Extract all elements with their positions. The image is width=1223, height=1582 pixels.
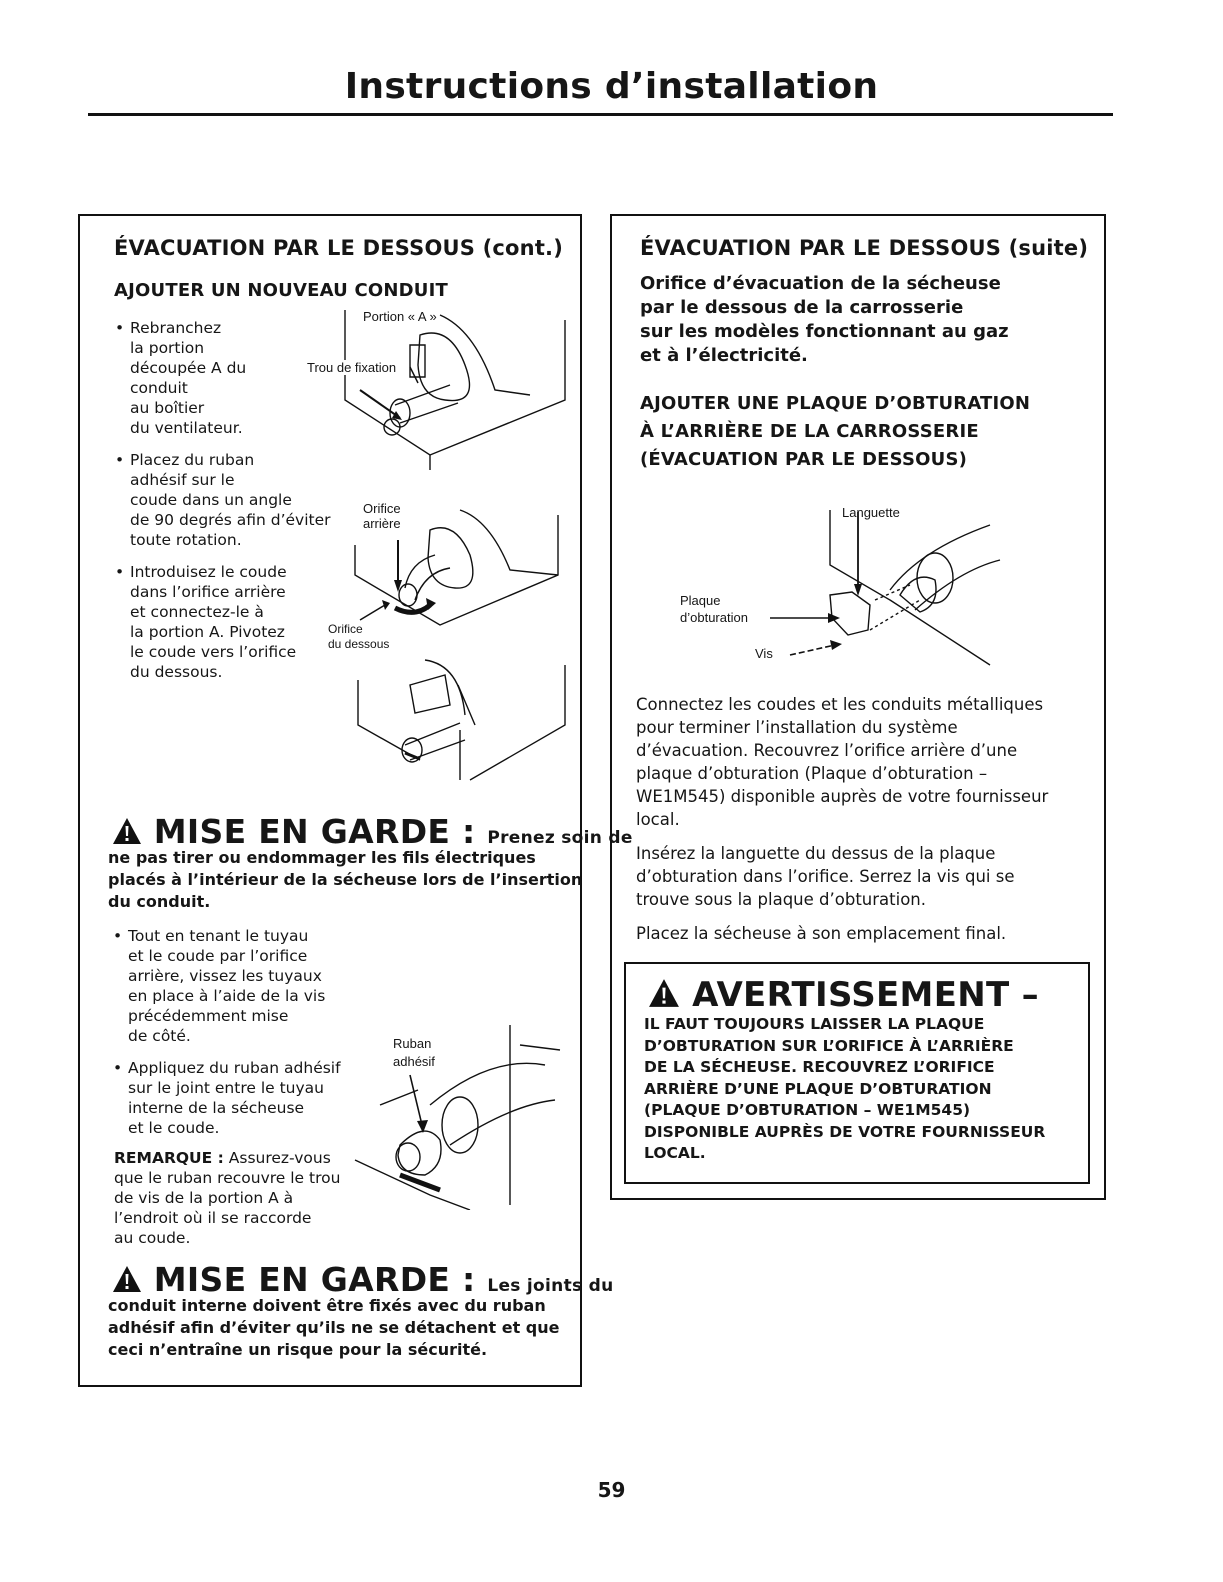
list-line: dans l’orifice arrière	[130, 583, 286, 601]
caution-line: du conduit.	[108, 892, 211, 911]
list-line: et connectez-le à	[130, 603, 264, 621]
elbow-screw-illustration	[350, 655, 575, 785]
figure-label	[363, 501, 401, 531]
caution-heading	[112, 812, 633, 851]
remarque-line: au coude.	[114, 1229, 191, 1247]
bullet-icon: •	[115, 319, 125, 337]
right-paragraph	[636, 842, 1014, 911]
list-line: le coude vers l’orifice	[130, 643, 297, 661]
right-bold-intro	[640, 272, 1009, 368]
intro-line: par le dessous de la carrosserie	[640, 297, 964, 318]
figure-label	[328, 622, 389, 652]
warning-text	[644, 1014, 1045, 1165]
caution-line: ceci n’entraîne un risque pour la sécurité.	[108, 1340, 488, 1359]
right-subheading	[640, 390, 1030, 474]
figure-label-line: Orifice	[328, 622, 363, 636]
list-line: la portion	[130, 339, 205, 357]
figure-label-line: arrière	[363, 516, 401, 531]
list-line: Placez du ruban	[130, 451, 255, 469]
list-item	[113, 926, 326, 1046]
remarque-line: l’endroit où il se raccorde	[114, 1209, 312, 1227]
caution-text	[108, 847, 582, 913]
list-line: coude dans un angle	[130, 491, 292, 509]
list-line: Tout en tenant le tuyau	[128, 927, 309, 945]
list-line: conduit	[130, 379, 188, 397]
remarque-note	[114, 1148, 340, 1248]
list-line: sur le joint entre le tuyau	[128, 1079, 324, 1097]
list-line: adhésif sur le	[130, 471, 235, 489]
subheading-line: (ÉVACUATION PAR LE DESSOUS)	[640, 449, 968, 470]
list-line: toute rotation.	[130, 531, 242, 549]
list-line: Introduisez le coude	[130, 563, 287, 581]
bullet-icon: •	[113, 927, 123, 945]
paragraph-line: pour terminer l’installation du système	[636, 718, 958, 737]
paragraph-line: Insérez la languette du dessus de la plaque	[636, 844, 996, 863]
caution-tail: Prenez soin de	[487, 828, 633, 848]
list-line: du dessous.	[130, 663, 223, 681]
subheading-line: AJOUTER UNE PLAQUE D’OBTURATION	[640, 393, 1031, 414]
list-line: interne de la sécheuse	[128, 1099, 305, 1117]
figure-label: Languette	[842, 505, 900, 520]
caution-tail: Les joints du	[487, 1276, 614, 1296]
caution-text	[108, 1295, 560, 1361]
figure-label: Trou de fixation	[307, 360, 397, 375]
figure-label-line: Ruban	[393, 1036, 432, 1051]
right-paragraph: Placez la sécheuse à son emplacement final.	[636, 924, 1007, 943]
left-subheading: AJOUTER UN NOUVEAU CONDUIT	[114, 280, 448, 301]
list-line: en place à l’aide de la vis	[128, 987, 326, 1005]
bullet-icon: •	[113, 1059, 123, 1077]
page-number: 59	[597, 1478, 626, 1502]
remarque-line: que le ruban recouvre le trou	[114, 1169, 341, 1187]
bullet-icon: •	[115, 563, 125, 581]
list-item	[115, 562, 297, 682]
remarque-line: de vis de la portion A à	[114, 1189, 294, 1207]
list-item	[113, 1058, 341, 1138]
list-line: la portion A. Pivotez	[130, 623, 285, 641]
warning-line: ARRIÈRE D’UNE PLAQUE D’OBTURATION	[644, 1079, 992, 1098]
list-line: et le coude.	[128, 1119, 220, 1137]
page-title: Instructions d’installation	[344, 66, 879, 107]
list-line: et le coude par l’orifice	[128, 947, 308, 965]
title-rule	[88, 113, 1113, 116]
list-line: Appliquez du ruban adhésif	[128, 1059, 341, 1077]
figure-label-line: Plaque	[680, 593, 721, 608]
caution-line: conduit interne doivent être fixés avec du ruban	[108, 1296, 546, 1315]
remarque-label: REMARQUE :	[114, 1149, 224, 1167]
list-line: arrière, vissez les tuyaux	[128, 967, 322, 985]
paragraph-line: Connectez les coudes et les conduits métalliques	[636, 695, 1044, 714]
list-line: de côté.	[128, 1027, 191, 1045]
list-item	[115, 318, 247, 438]
warning-triangle-icon	[648, 978, 680, 1008]
figure-label	[680, 592, 748, 626]
warning-line: D’OBTURATION SUR L’ORIFICE À L’ARRIÈRE	[644, 1036, 1014, 1055]
warning-triangle-icon	[112, 1265, 142, 1293]
intro-line: et à l’électricité.	[640, 345, 808, 366]
warning-line: IL FAUT TOUJOURS LAISSER LA PLAQUE	[644, 1015, 985, 1033]
list-line: au boîtier	[130, 399, 205, 417]
list-line: découpée A du	[130, 359, 247, 377]
figure-label: Vis	[755, 646, 773, 661]
blocking-plate-illustration	[760, 500, 1010, 670]
figure-label-line: d’obturation	[680, 610, 748, 625]
remarque-line: Assurez-vous	[228, 1149, 331, 1167]
list-line: de 90 degrés afin d’éviter	[130, 511, 331, 529]
figure-label: Portion « A »	[363, 309, 437, 324]
tape-joint-illustration	[340, 1025, 572, 1210]
warning-line: DISPONIBLE AUPRÈS DE VOTRE FOURNISSEUR	[644, 1122, 1046, 1141]
paragraph-line: plaque d’obturation (Plaque d’obturation –	[636, 764, 988, 783]
intro-line: Orifice d’évacuation de la sécheuse	[640, 273, 1001, 294]
warning-line: (PLAQUE D’OBTURATION – WE1M545)	[644, 1101, 971, 1119]
caution-line: placés à l’intérieur de la sécheuse lors de l’insertion	[108, 870, 583, 889]
caution-title: MISE EN GARDE :	[153, 1260, 476, 1299]
right-heading: ÉVACUATION PAR LE DESSOUS (suite)	[640, 236, 1089, 260]
warning-triangle-icon	[112, 817, 142, 845]
list-line: précédemment mise	[128, 1007, 289, 1025]
paragraph-line: local.	[636, 810, 680, 829]
warning-line: LOCAL.	[644, 1144, 706, 1162]
figure-label	[393, 1035, 435, 1071]
caution-line: adhésif afin d’éviter qu’ils ne se détachent et que	[108, 1318, 560, 1337]
paragraph-line: d’évacuation. Recouvrez l’orifice arrière d’une	[636, 741, 1018, 760]
paragraph-line: d’obturation dans l’orifice. Serrez la vis qui se	[636, 867, 1015, 886]
left-heading: ÉVACUATION PAR LE DESSOUS (cont.)	[114, 236, 564, 260]
paragraph-line: trouve sous la plaque d’obturation.	[636, 890, 926, 909]
list-line: du ventilateur.	[130, 419, 243, 437]
subheading-line: À L’ARRIÈRE DE LA CARROSSERIE	[640, 421, 979, 442]
warning-heading	[648, 975, 1039, 1015]
intro-line: sur les modèles fonctionnant au gaz	[640, 321, 1009, 342]
list-line: Rebranchez	[130, 319, 222, 337]
duct-connection-illustration	[300, 305, 575, 475]
warning-line: DE LA SÉCHEUSE. RECOUVREZ L’ORIFICE	[644, 1058, 995, 1076]
figure-label-line: du dessous	[328, 637, 390, 651]
caution-line: ne pas tirer ou endommager les fils électriques	[108, 848, 536, 867]
bullet-icon: •	[115, 451, 125, 469]
warning-title: AVERTISSEMENT –	[692, 975, 1039, 1015]
caution-title: MISE EN GARDE :	[153, 812, 476, 851]
paragraph-line: WE1M545) disponible auprès de votre fournisseur	[636, 787, 1049, 806]
caution-heading	[112, 1260, 614, 1299]
figure-label-line: adhésif	[393, 1054, 435, 1069]
right-paragraph	[636, 693, 1048, 831]
figure-label-line: Orifice	[363, 501, 401, 516]
